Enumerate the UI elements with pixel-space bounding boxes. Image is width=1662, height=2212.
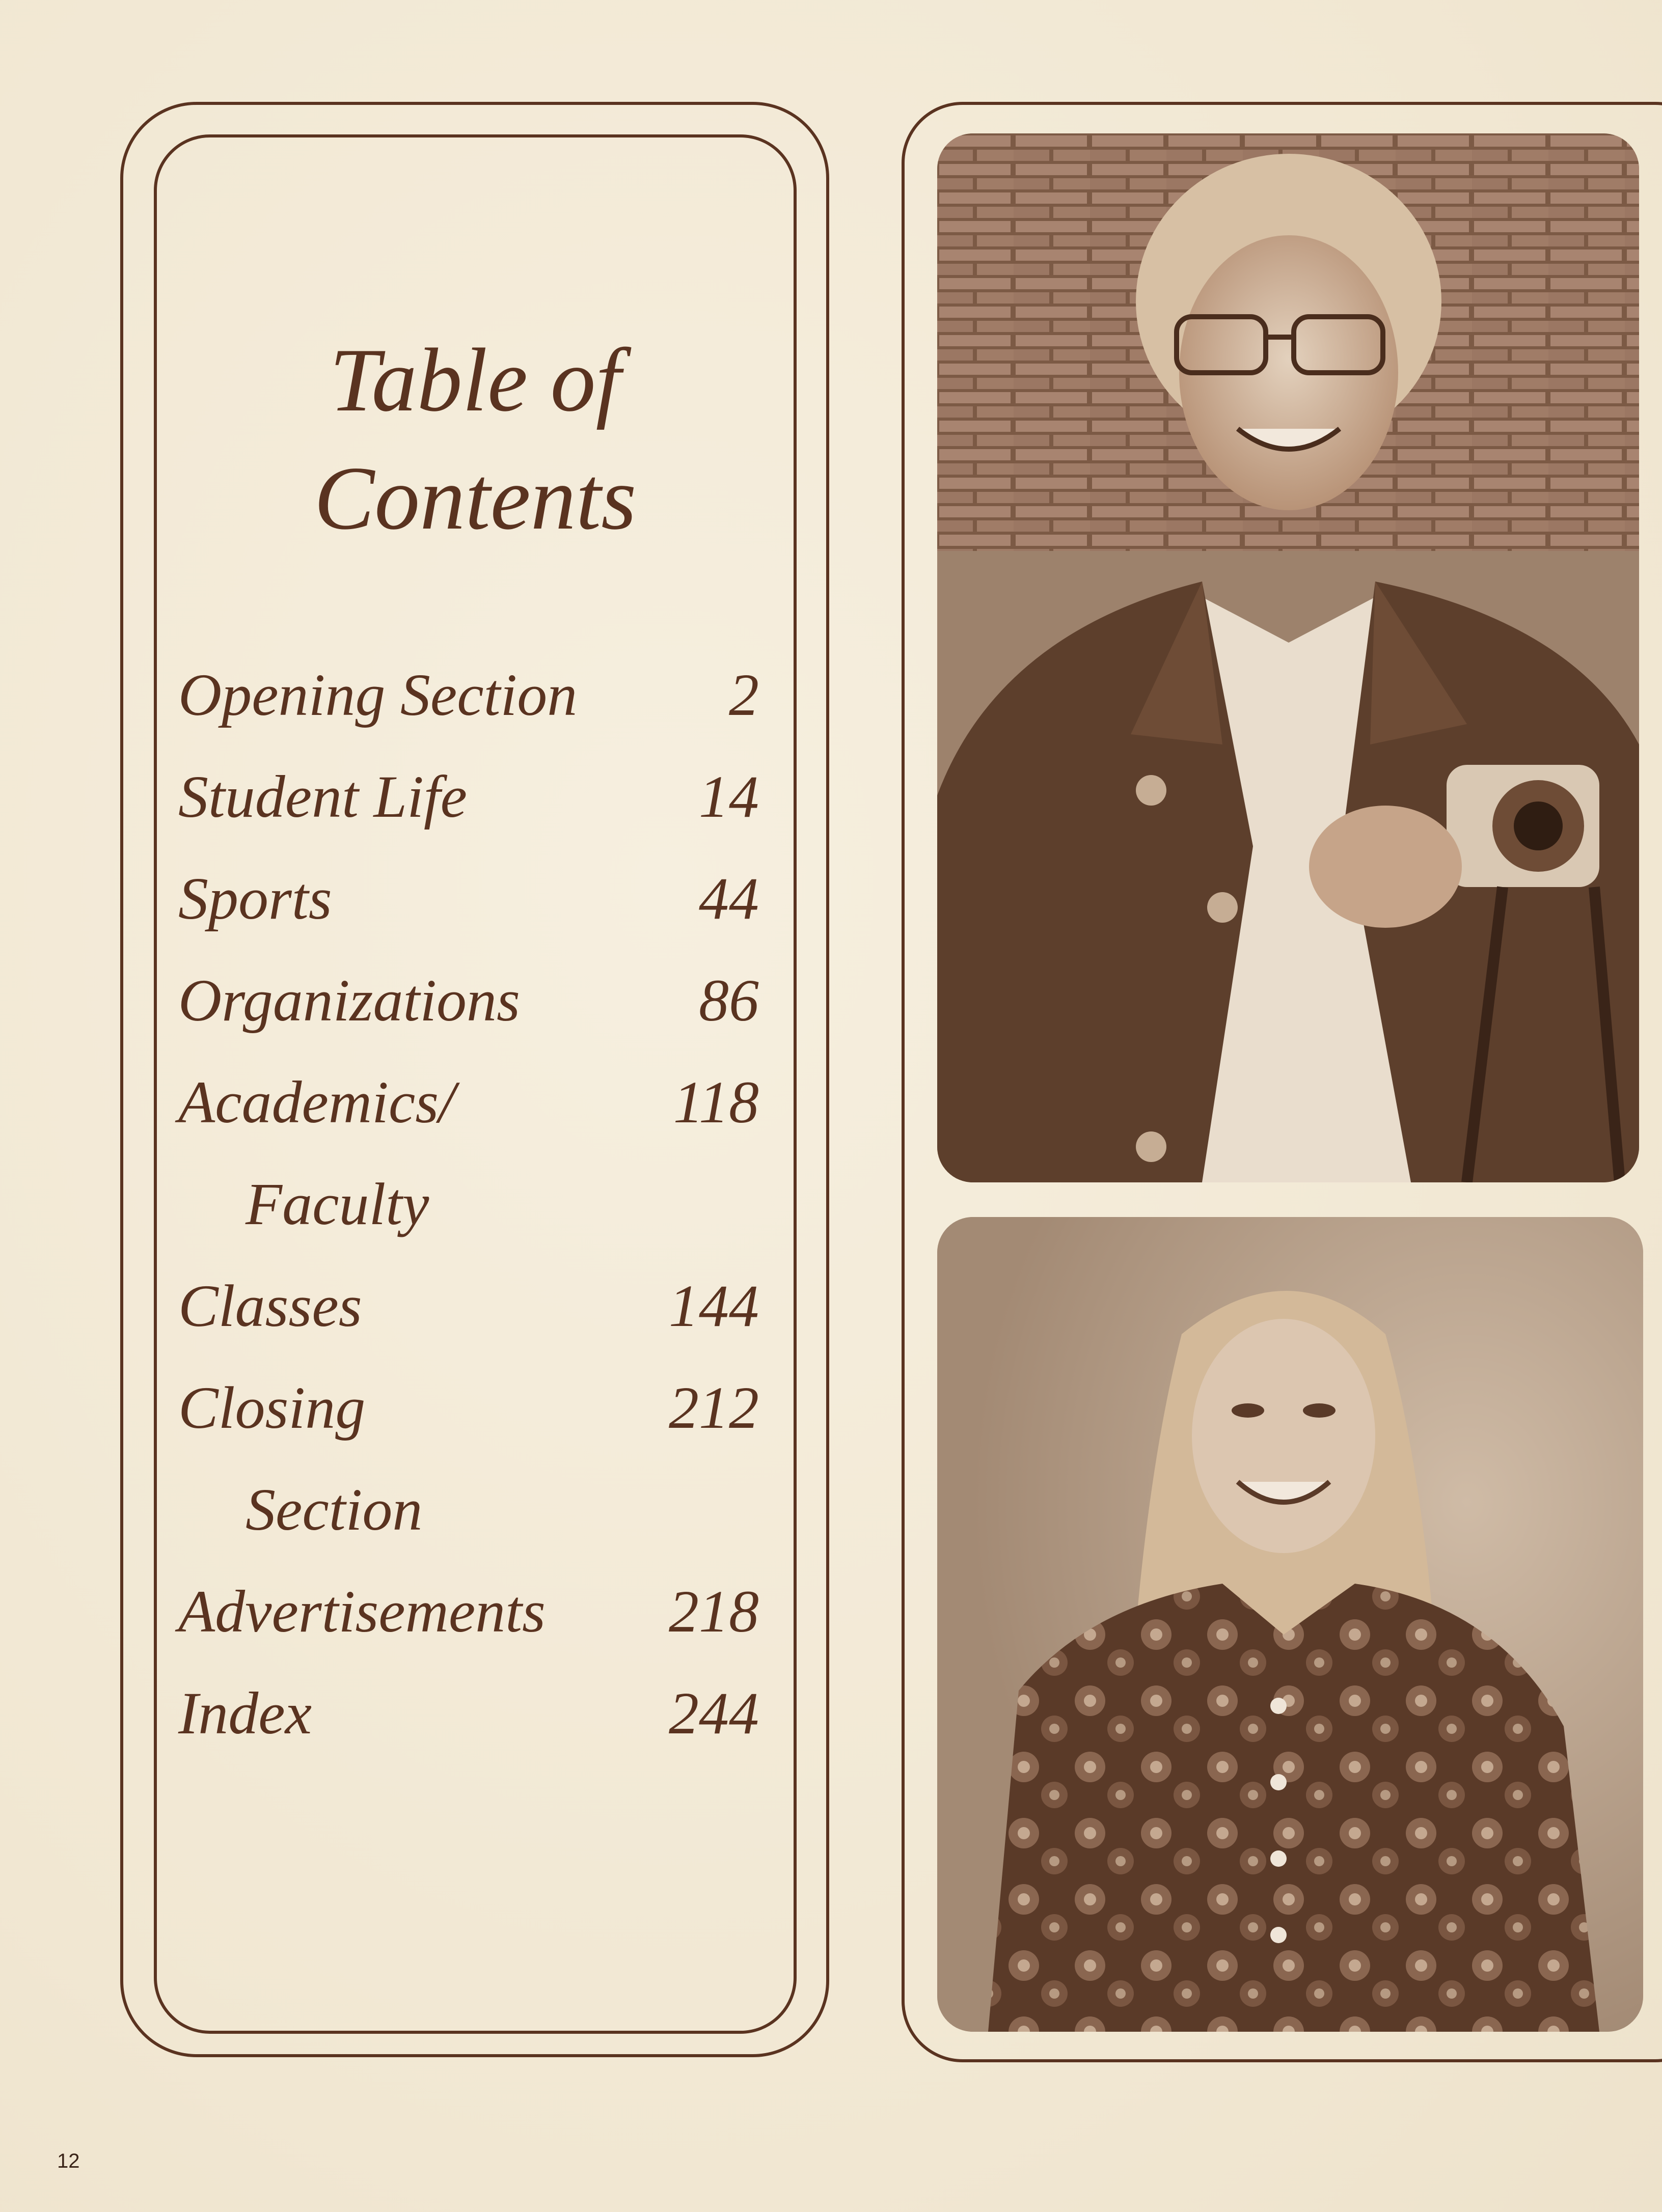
toc-entry-label: Organizations <box>178 967 520 1034</box>
toc-list <box>178 657 759 1777</box>
toc-title-line-1: Table of <box>329 329 621 430</box>
toc-entry-label: Section <box>246 1476 423 1543</box>
toc-entry-label: Classes <box>178 1273 362 1339</box>
toc-entry-closing-section[interactable] <box>178 1370 759 1472</box>
toc-entry-student-life[interactable] <box>178 759 759 861</box>
toc-entry-page: 244 <box>669 1680 759 1747</box>
toc-entry-page: 144 <box>669 1273 759 1339</box>
toc-entry-label: Academics/ <box>178 1069 455 1136</box>
photo-smiling-young-man-icon <box>937 133 1639 1182</box>
toc-entry-advertisements[interactable] <box>178 1573 759 1675</box>
toc-entry-label: Closing <box>178 1374 366 1441</box>
toc-entry-page: 218 <box>669 1578 759 1645</box>
toc-entry-page: 2 <box>729 661 759 728</box>
toc-entry-label: Index <box>178 1680 312 1747</box>
toc-entry-page: 44 <box>699 865 759 932</box>
toc-entry-page: 86 <box>699 967 759 1034</box>
toc-entry-label: Advertisements <box>178 1578 546 1645</box>
toc-entry-classes[interactable] <box>178 1268 759 1370</box>
toc-entry-opening-section[interactable] <box>178 657 759 759</box>
toc-entry-label: Sports <box>178 865 332 932</box>
toc-entry-label: Opening Section <box>178 661 578 728</box>
toc-entry-sports[interactable] <box>178 861 759 962</box>
toc-entry-index[interactable] <box>178 1675 759 1777</box>
toc-entry-page: 118 <box>673 1069 759 1136</box>
toc-entry-label: Faculty <box>246 1171 429 1237</box>
photo-smiling-young-woman-icon <box>937 1217 1643 2032</box>
toc-entry-page: 14 <box>699 763 759 830</box>
toc-entry-closing-section-continued <box>178 1472 759 1573</box>
toc-entry-academics-faculty-continued <box>178 1166 759 1268</box>
toc-title <box>154 321 797 557</box>
toc-entry-label: Student Life <box>178 763 468 830</box>
toc-entry-academics-faculty[interactable] <box>178 1064 759 1166</box>
toc-entry-page: 212 <box>669 1374 759 1441</box>
toc-title-line-2: Contents <box>314 448 637 548</box>
page-number: 12 <box>57 2150 80 2172</box>
toc-entry-organizations[interactable] <box>178 962 759 1064</box>
